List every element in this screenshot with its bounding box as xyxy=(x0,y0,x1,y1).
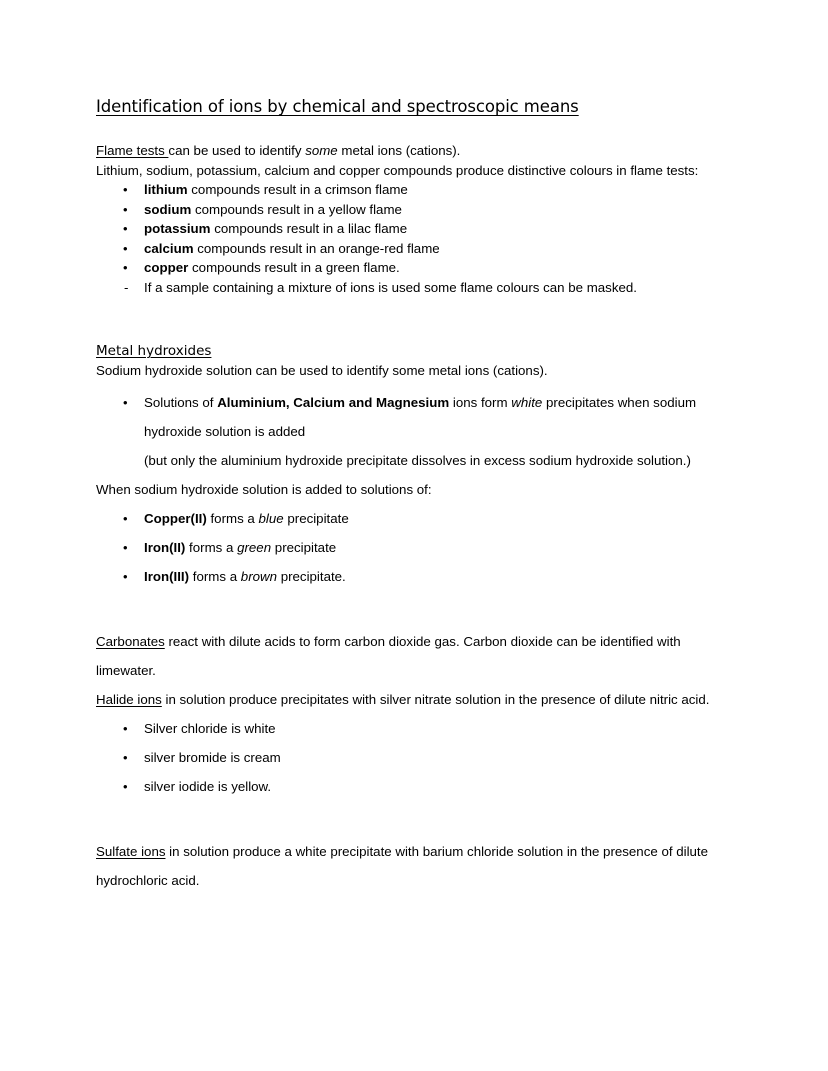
metal-hydroxides-note: (but only the aluminium hydroxide precipitate dissolves in excess sodium hydroxide solution.) xyxy=(144,452,691,468)
list-item: • Silver chloride is white xyxy=(96,714,733,743)
list-item: • silver bromide is cream xyxy=(96,743,733,772)
halide-precipitates-list xyxy=(96,714,733,801)
list-item xyxy=(96,504,733,533)
list-item xyxy=(96,239,733,259)
list-item xyxy=(96,219,733,239)
metal-hydroxides-list xyxy=(96,388,733,446)
carbonates-paragraph xyxy=(96,627,733,685)
flame-tests-list xyxy=(96,180,733,278)
list-item-term: copper xyxy=(144,260,189,275)
spacer xyxy=(96,297,733,342)
list-item-post: precipitate xyxy=(271,539,337,555)
list-item-text: compounds result in a yellow flame xyxy=(191,201,402,217)
list-item-emphasis: white xyxy=(511,394,543,410)
list-item-term: Iron(II) xyxy=(144,539,186,555)
list-item xyxy=(96,388,733,446)
list-item-emphasis: brown xyxy=(240,568,278,584)
list-item-mid: forms a xyxy=(206,510,259,526)
list-item xyxy=(96,180,733,200)
page-title: Identification of ions by chemical and spectroscopic means xyxy=(96,97,579,116)
list-item-term: Iron(III) xyxy=(144,568,190,584)
list-item-term: sodium xyxy=(144,201,192,217)
list-item-post: precipitates when sodium hydroxide solution is added xyxy=(144,394,697,439)
metal-hydroxides-lead-in: When sodium hydroxide solution is added to solutions of: xyxy=(96,481,432,497)
list-item-post: precipitate. xyxy=(277,568,346,584)
list-item-emphasis: blue xyxy=(258,510,284,526)
spacer xyxy=(96,801,733,837)
list-item-text: compounds result in a green flame. xyxy=(188,260,400,275)
spacer xyxy=(96,381,733,388)
sulfate-ions-paragraph xyxy=(96,837,733,895)
list-item-term: calcium xyxy=(144,240,194,256)
list-item xyxy=(96,258,733,278)
flame-tests-paragraph: Lithium, sodium, potassium, calcium and copper compounds produce distinctive colours in flame tests: xyxy=(96,162,699,178)
list-item-emphasis: green xyxy=(237,539,272,555)
list-item-post: precipitate xyxy=(283,510,349,526)
hydroxide-precipitates-list xyxy=(96,504,733,591)
spacer xyxy=(96,591,733,627)
metal-hydroxides-paragraph: Sodium hydroxide solution can be used to identify some metal ions (cations). xyxy=(96,363,548,378)
metal-hydroxides-heading: Metal hydroxides xyxy=(96,343,212,359)
list-item-pre: Solutions of xyxy=(144,394,218,410)
sulfate-ions-label: Sulfate ions xyxy=(96,843,166,859)
list-item-text: compounds result in a lilac flame xyxy=(210,221,408,236)
list-item-term: potassium xyxy=(144,221,211,236)
spacer xyxy=(96,118,733,141)
list-item xyxy=(96,200,733,220)
carbonates-label: Carbonates xyxy=(96,633,165,649)
list-item: • silver iodide is yellow. xyxy=(96,772,733,801)
flame-tests-intro-a: can be used to identify xyxy=(168,143,306,158)
flame-tests-intro xyxy=(96,141,733,161)
flame-tests-intro-b: metal ions (cations). xyxy=(337,143,461,158)
list-item-mid: ions form xyxy=(449,394,512,410)
list-item-term: Copper(II) xyxy=(144,510,207,526)
list-item-term: lithium xyxy=(144,182,188,197)
list-item-text: compounds result in an orange-red flame xyxy=(193,240,440,256)
carbonates-text: react with dilute acids to form carbon dioxide gas. Carbon dioxide can be identified with limewater. xyxy=(96,633,681,678)
halide-ions-label: Halide ions xyxy=(96,691,162,707)
list-item-term: Aluminium, Calcium and Magnesium xyxy=(217,394,450,410)
list-item: - If a sample containing a mixture of ions is used some flame colours can be masked. xyxy=(96,278,733,298)
flame-tests-label: Flame tests xyxy=(96,143,169,158)
metal-hydroxides-heading-wrap xyxy=(96,342,733,361)
sulfate-ions-text: in solution produce a white precipitate with barium chloride solution in the presence of dilute hydrochloric acid. xyxy=(96,843,709,888)
list-item-mid: forms a xyxy=(185,539,238,555)
flame-tests-intro-emphasis: some xyxy=(305,143,338,158)
list-item-text: compounds result in a crimson flame xyxy=(187,182,408,197)
list-item-mid: forms a xyxy=(189,568,241,584)
list-item xyxy=(96,533,733,562)
halide-ions-text: in solution produce precipitates with silver nitrate solution in the presence of dilute nitric acid. xyxy=(161,691,710,707)
flame-tests-note-list xyxy=(96,278,733,298)
list-item xyxy=(96,562,733,591)
halide-ions-paragraph xyxy=(96,685,733,714)
